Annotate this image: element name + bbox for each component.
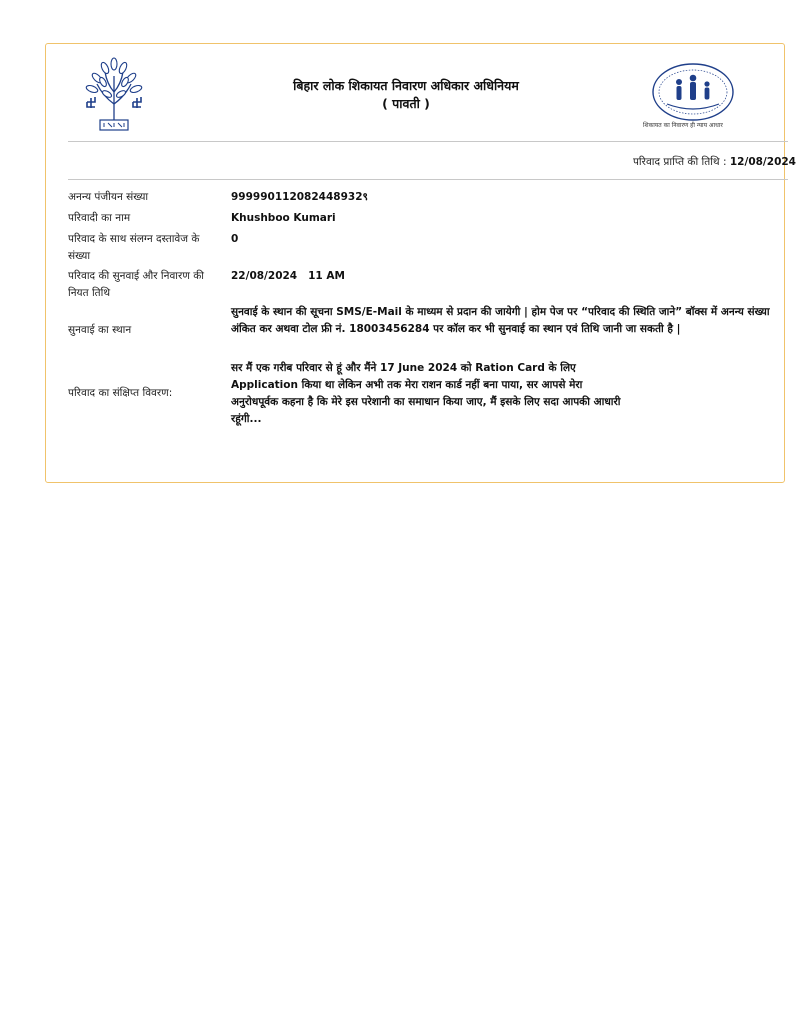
complainant-name-value: Khushboo Kumari xyxy=(231,212,336,224)
receipt-date-value: 12/08/2024 xyxy=(729,156,796,168)
hearing-date-label: परिवाद की सुनवाई और निवारण की नियत तिथि xyxy=(68,270,205,299)
header-divider xyxy=(68,141,788,142)
right-logo-caption: शिकायत का निवारण ही न्याय आधार xyxy=(643,122,723,129)
document-title xyxy=(246,77,566,113)
hearing-date-value: 22/08/2024 11 AM xyxy=(231,270,345,282)
bihar-emblem-logo xyxy=(83,56,145,134)
receipt-date-label: परिवाद प्राप्ति की तिथि : xyxy=(632,156,727,168)
attached-documents-value: 0 xyxy=(231,233,239,245)
complainant-name-label: परिवादी का नाम xyxy=(68,212,131,224)
acknowledgement-card xyxy=(45,43,796,483)
receipt-date-row xyxy=(466,155,796,169)
registration-number-value: 999990112082448932९ xyxy=(231,191,368,203)
complaint-summary-label: परिवाद का संक्षिप्त विवरण: xyxy=(68,387,173,399)
title-line-2: ( पावती ) xyxy=(382,96,430,111)
complaint-summary-value: सर मैं एक गरीब परिवार से हूं और मैंने 17 June 2024 को Ration Card के लिए Application किया था लेकिन अभी तक मेरा राशन कार्ड नहीं बना पाया, सर आपसे मेरा अनुरोधपूर्वक कहना है कि मेरे इस परेशानी का समाधान किया जाए, मैं इसके लिए सदा आपकी आधारी रहूंगी... xyxy=(231,362,621,425)
registration-number-label: अनन्य पंजीयन संख्या xyxy=(68,191,149,203)
title-line-1: बिहार लोक शिकायत निवारण अधिकार अधिनियम xyxy=(293,78,519,93)
date-divider xyxy=(68,179,788,180)
hearing-venue-value: सुनवाई के स्थान की सूचना SMS/E-Mail के माध्यम से प्रदान की जायेगी | होम पेज पर “परिवाद की स्थिति जाने” बॉक्स में अनन्य संख्या अंकित कर अथवा टोल फ्री नं. 18003456284 पर कॉल कर भी सुनवाई का स्थान एवं तिथि जानी जा सकती है | xyxy=(231,306,770,335)
attached-documents-label: परिवाद के साथ संलग्न दस्तावेज के संख्या xyxy=(68,233,200,262)
hearing-venue-label: सुनवाई का स्थान xyxy=(68,324,132,336)
